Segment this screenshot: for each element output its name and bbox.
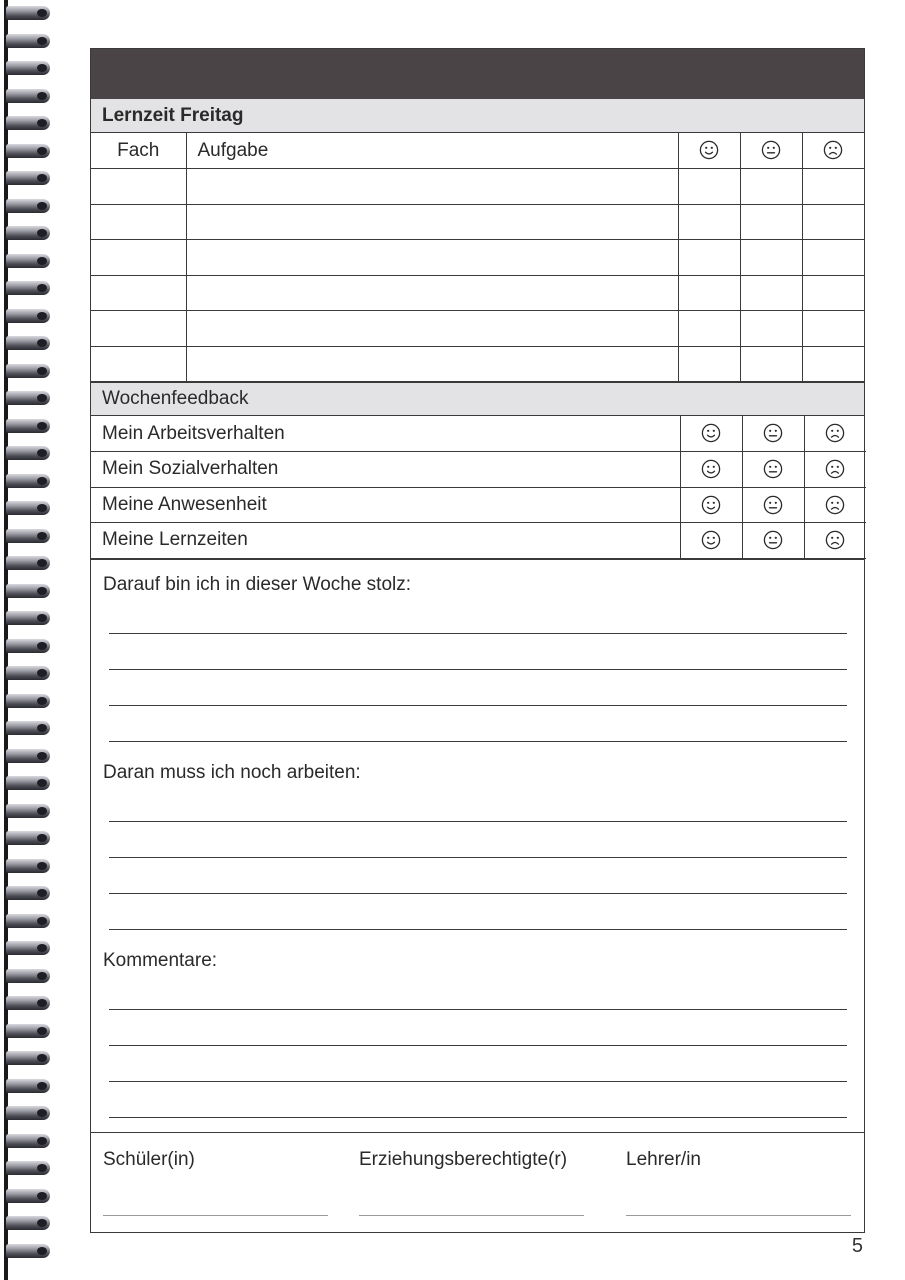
task-rating-sad-cell[interactable] [802,275,864,311]
writing-line[interactable] [109,974,847,1010]
feedback-rating-sad[interactable] [804,523,866,559]
feedback-rating-smile[interactable] [680,452,742,488]
sad-face-icon[interactable] [825,459,845,479]
feedback-rating-sad[interactable] [804,452,866,488]
task-description-cell[interactable] [186,311,678,347]
proud-block [103,574,847,742]
spiral-ring [6,941,50,955]
spiral-ring [6,226,50,240]
feedback-rating-neutral[interactable] [742,487,804,523]
task-rating-neutral-cell[interactable] [740,311,802,347]
feedback-row [91,487,866,523]
task-rating-smile-cell[interactable] [678,311,740,347]
spiral-ring [6,1024,50,1038]
neutral-face-icon[interactable] [763,423,783,443]
task-table [91,133,864,382]
task-rating-neutral-cell[interactable] [740,169,802,205]
task-rating-smile-cell[interactable] [678,204,740,240]
spiral-ring [6,364,50,378]
feedback-rating-smile[interactable] [680,416,742,452]
spiral-ring [6,34,50,48]
spiral-ring [6,1134,50,1148]
spiral-ring [6,886,50,900]
task-subject-cell[interactable] [91,346,186,382]
task-rating-sad-cell[interactable] [802,169,864,205]
sad-face-icon[interactable] [825,530,845,550]
spiral-ring [6,666,50,680]
task-rating-neutral-cell[interactable] [740,346,802,382]
feedback-row [91,452,866,488]
sad-face-icon[interactable] [825,423,845,443]
sad-face-icon [823,140,843,160]
spiral-ring [6,749,50,763]
feedback-rating-smile[interactable] [680,487,742,523]
spiral-ring [6,1244,50,1258]
task-rating-sad-cell[interactable] [802,240,864,276]
feedback-label: Meine Lernzeiten [91,523,680,559]
spiral-ring [6,391,50,405]
proud-prompt: Darauf bin ich in dieser Woche stolz: [103,573,412,595]
feedback-table [91,416,866,559]
spiral-ring [6,831,50,845]
task-subject-cell[interactable] [91,169,186,205]
spiral-ring [6,6,50,20]
task-row [91,275,864,311]
column-header-sad [802,133,864,169]
neutral-face-icon[interactable] [763,459,783,479]
column-header-task: Aufgabe [186,133,678,169]
comments-block [103,950,847,1118]
signature-label-guardian: Erziehungsberechtigte(r) [359,1148,568,1170]
spiral-ring [6,501,50,515]
work-block [103,762,847,930]
signature-line-teacher[interactable] [626,1215,851,1216]
neutral-face-icon[interactable] [763,530,783,550]
spiral-ring [6,969,50,983]
task-rating-smile-cell[interactable] [678,275,740,311]
writing-line[interactable] [109,858,847,894]
task-subject-cell[interactable] [91,311,186,347]
spiral-ring [6,721,50,735]
spiral-ring [6,1189,50,1203]
spiral-ring [6,336,50,350]
task-rating-sad-cell[interactable] [802,204,864,240]
task-rating-neutral-cell[interactable] [740,204,802,240]
task-description-cell[interactable] [186,240,678,276]
task-subject-cell[interactable] [91,204,186,240]
task-table-header-row [91,133,864,169]
spiral-ring [6,1161,50,1175]
spiral-ring [6,474,50,488]
spiral-ring [6,309,50,323]
task-row [91,346,864,382]
signature-line-student[interactable] [103,1215,328,1216]
feedback-rating-sad[interactable] [804,416,866,452]
task-rating-smile-cell[interactable] [678,346,740,382]
writing-line[interactable] [109,786,847,822]
column-header-smile [678,133,740,169]
work-lines [103,786,847,930]
feedback-rating-sad[interactable] [804,487,866,523]
spiral-ring [6,171,50,185]
section-title-feedback: Wochenfeedback [91,382,864,416]
comments-prompt: Kommentare: [103,949,218,971]
writing-line[interactable] [109,1046,847,1082]
writing-line[interactable] [109,598,847,634]
task-description-cell[interactable] [186,346,678,382]
spiral-ring [6,116,50,130]
task-subject-cell[interactable] [91,275,186,311]
worksheet [90,48,865,1233]
task-rating-smile-cell[interactable] [678,169,740,205]
task-rating-neutral-cell[interactable] [740,275,802,311]
smile-face-icon[interactable] [701,423,721,443]
spiral-ring [6,446,50,460]
column-header-neutral [740,133,802,169]
comments-lines [103,974,847,1118]
spiral-ring [6,1216,50,1230]
writing-line[interactable] [109,670,847,706]
neutral-face-icon [761,140,781,160]
work-prompt: Daran muss ich noch arbeiten: [103,761,361,783]
spiral-ring [6,61,50,75]
spiral-ring [6,914,50,928]
feedback-row [91,523,866,559]
smile-face-icon [699,140,719,160]
spiral-ring [6,144,50,158]
task-description-cell[interactable] [186,169,678,205]
spiral-ring [6,254,50,268]
spiral-binding [0,0,52,1280]
spiral-ring [6,859,50,873]
signature-row [91,1132,864,1232]
spiral-ring [6,639,50,653]
task-row [91,169,864,205]
spiral-ring [6,584,50,598]
writing-line[interactable] [109,634,847,670]
spiral-ring [6,419,50,433]
signature-label-student: Schüler(in) [103,1148,195,1170]
writing-line[interactable] [109,1082,847,1118]
writing-line[interactable] [109,1010,847,1046]
spiral-ring [6,89,50,103]
spiral-ring [6,281,50,295]
task-rating-smile-cell[interactable] [678,240,740,276]
spiral-ring [6,694,50,708]
spiral-ring [6,556,50,570]
task-description-cell[interactable] [186,204,678,240]
spiral-ring [6,611,50,625]
proud-lines [103,598,847,742]
spiral-ring [6,199,50,213]
smile-face-icon[interactable] [701,495,721,515]
spiral-ring [6,529,50,543]
spiral-ring [6,996,50,1010]
feedback-row [91,416,866,452]
writing-line[interactable] [109,822,847,858]
spiral-ring [6,1106,50,1120]
column-header-subject: Fach [91,133,186,169]
feedback-rating-smile[interactable] [680,523,742,559]
feedback-label: Mein Arbeitsverhalten [91,416,680,452]
spiral-ring [6,804,50,818]
section-title-lernzeit: Lernzeit Freitag [91,99,864,133]
task-rating-sad-cell[interactable] [802,311,864,347]
feedback-rating-neutral[interactable] [742,416,804,452]
signature-line-guardian[interactable] [359,1215,584,1216]
feedback-rating-neutral[interactable] [742,523,804,559]
feedback-rating-neutral[interactable] [742,452,804,488]
feedback-label: Mein Sozialverhalten [91,452,680,488]
page-number: 5 [851,1235,863,1257]
task-row [91,204,864,240]
spiral-ring [6,776,50,790]
task-rating-neutral-cell[interactable] [740,240,802,276]
signature-label-teacher: Lehrer/in [626,1148,701,1170]
reflection-area [91,559,864,1118]
writing-line[interactable] [109,706,847,742]
smile-face-icon[interactable] [701,459,721,479]
task-rating-sad-cell[interactable] [802,346,864,382]
header-bar [91,49,864,99]
writing-line[interactable] [109,894,847,930]
neutral-face-icon[interactable] [763,495,783,515]
spiral-ring [6,1051,50,1065]
spiral-ring [6,1079,50,1093]
smile-face-icon[interactable] [701,530,721,550]
task-description-cell[interactable] [186,275,678,311]
sad-face-icon[interactable] [825,495,845,515]
task-row [91,311,864,347]
task-row [91,240,864,276]
task-subject-cell[interactable] [91,240,186,276]
feedback-label: Meine Anwesenheit [91,487,680,523]
